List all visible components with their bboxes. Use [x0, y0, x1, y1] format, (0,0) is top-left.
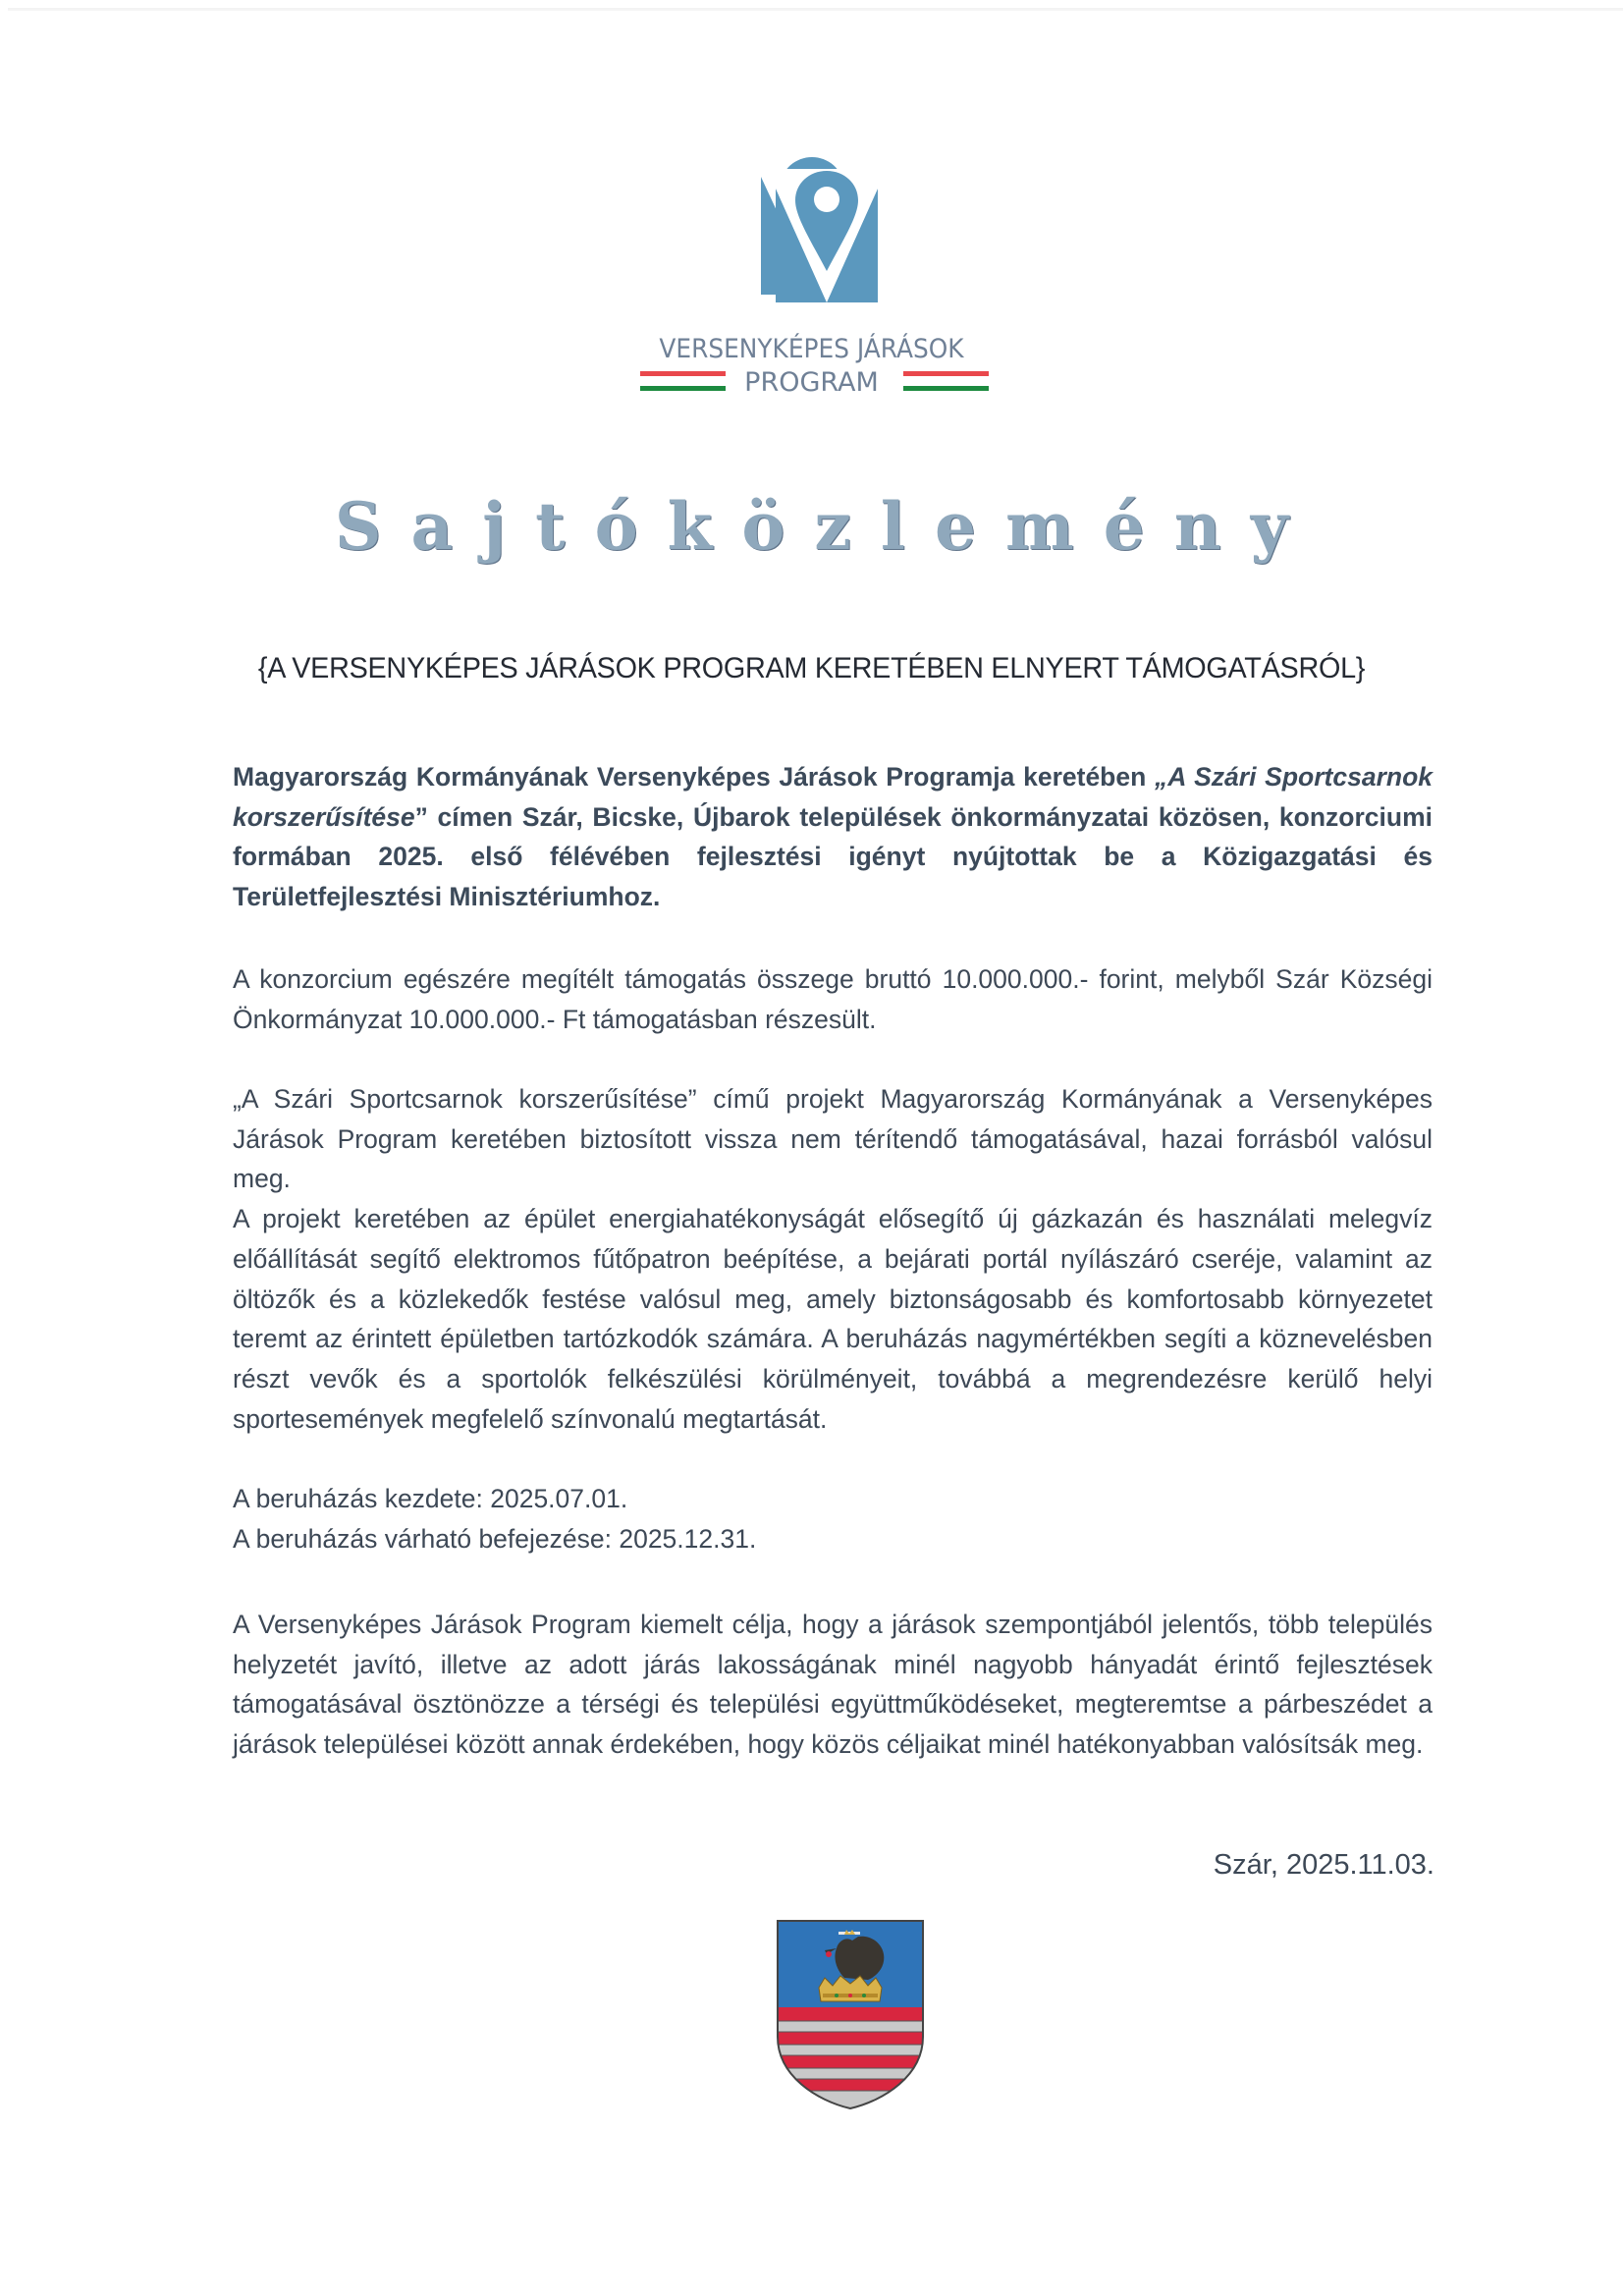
- funding-text: A konzorcium egészére megítélt támogatás összege bruttó 10.000.000.- forint, melyből Szár Községi Önkormányzat 10.000.000.- Ft támogatásban részesült.: [233, 964, 1433, 1034]
- intro-paragraph: [233, 757, 1433, 917]
- logo-v-mark-icon: [776, 169, 878, 306]
- project-name: „A Szári Sportcsarnok korszerűsítése: [233, 762, 1434, 832]
- page-title: Sajtóközlemény: [334, 488, 1319, 565]
- logo-text-line2: PROGRAM: [744, 367, 879, 398]
- place-date-signature: Szár, 2025.11.03.: [1213, 1849, 1434, 1881]
- coat-of-arms-icon: [776, 1919, 925, 2110]
- program-goal-text: A Versenyképes Járások Program kiemelt célja, hogy a járások szempontjából jelentős, több település helyzetét javító, illetve az adott járás lakosságának minél nagyobb hányadát érintő fejlesztések támogatásával ösztönözze a térségi és települési együttműködéseket, megteremtse a párbeszédet a járások települései között annak érdekében, hogy közös céljaikat minél hatékonyabban valósítsák meg.: [233, 1610, 1433, 1760]
- funding-paragraph: [233, 959, 1433, 1039]
- intro-text: Magyarország Kormányának Versenyképes Járások Programja keretében: [233, 762, 1156, 792]
- intro-text-cont: ” címen Szár, Bicske, Újbarok települések önkormányzatai közösen, konzorciumi formában 2025. első félévében fejlesztési igényt nyújtottak be a Közigazgatási és Területfejlesztési Minisztériumhoz.: [233, 801, 1433, 912]
- program-goal-paragraph: [233, 1605, 1433, 1765]
- project-source-text: „A Szári Sportcsarnok korszerűsítése” című projekt Magyarország Kormányának a Versenyképes Járások Program keretében biztosított vissza nem térítendő támogatásával, hazai forrásból valósul meg.: [233, 1084, 1433, 1194]
- subtitle: {A VERSENYKÉPES JÁRÁSOK PROGRAM KERETÉBEN ELNYERT TÁMOGATÁSRÓL}: [257, 652, 1366, 684]
- start-date: A beruházás kezdete: 2025.07.01.: [233, 1484, 628, 1513]
- end-date: A beruházás várható befejezése: 2025.12.31.: [233, 1523, 757, 1554]
- scan-edge-line: [8, 8, 1623, 11]
- project-details-text: A projekt keretében az épület energiahatékonyságát elősegítő új gázkazán és használati melegvíz előállítását segítő elektromos fűtőpatron beépítése, a bejárati portál nyílászáró cseréje, valamint az öltözők és a közlekedők festése valósul meg, amely biztonságosabb és komfortosabb környezetet teremt az érintett épületben tartózkodók számára. A beruházás nagymértékben segíti a köznevelésben részt vevők és a sportolók felkészülési körülményeit, továbbá a megrendezésre kerülő helyi sportesemények megfelelő színvonalú megtartását.: [233, 1204, 1433, 1434]
- project-paragraph: [233, 1079, 1433, 1439]
- flag-stripes-right: [903, 371, 989, 395]
- dates-block: [233, 1479, 1433, 1558]
- logo-text-line1: VERSENYKÉPES JÁRÁSOK: [659, 334, 964, 364]
